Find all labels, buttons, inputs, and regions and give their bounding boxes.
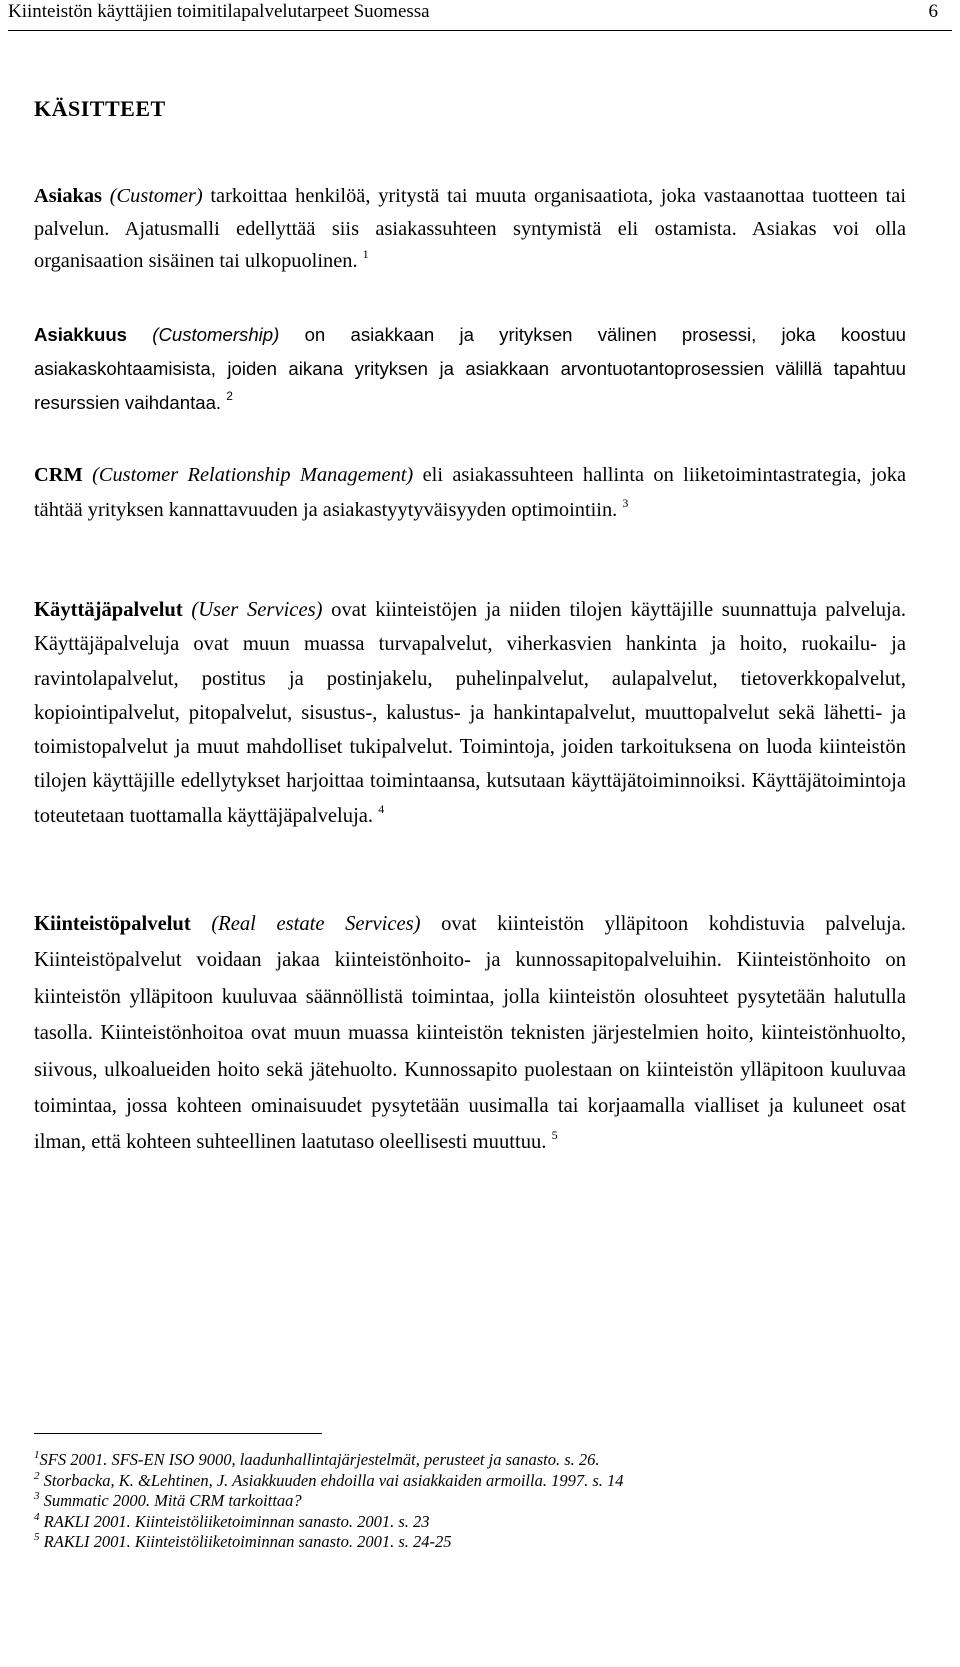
term-gloss: (Customership) [152, 324, 280, 345]
footnote-number: 5 [34, 1531, 40, 1544]
footnote [34, 1450, 914, 1471]
term-gloss: (User Services) [191, 599, 323, 621]
running-header [8, 0, 952, 31]
footnote-text: SFS 2001. SFS-EN ISO 9000, laadunhallintajärjestelmät, perusteet ja sanasto. s. 26. [39, 1450, 600, 1469]
definition-asiakkuus [34, 318, 906, 420]
footnote [34, 1512, 914, 1533]
footnote-ref: 2 [226, 389, 233, 403]
footnote-number: 2 [34, 1469, 40, 1482]
definition-text: ovat kiinteistön ylläpitoon kohdistuvia palveluja. Kiinteistöpalvelut voidaan jakaa kiinteistönhoito- ja kunnossapitopalveluihin. Kiinteistönhoito on kiinteistön ylläpitoon kuuluvaa säännöllistä toimintaa, jolla kiinteistön olosuhteet pysytetään halutulla tasolla. Kiinteistönhoitoa ovat muun muassa kiinteistön teknisten järjestelmien hoito, kiinteistönhuolto, siivous, ulkoalueiden hoito sekä jätehuolto. Kunnossapito puolestaan on kiinteistön ylläpitoon kuuluvaa toimintaa, jossa kohteen ominaisuudet pysytetään uusimalla tai korjaamalla vialliset ja kuluneet osat ilman, että kohteen suhteellinen laatutaso oleellisesti muuttuu. [34, 913, 906, 1154]
definition-text: ovat kiinteistöjen ja niiden tilojen käyttäjille suunnattuja palveluja. Käyttäjäpalveluja ovat muun muassa turvapalvelut, viherkasvien hankinta ja hoito, ruokailu- ja ravintolapalvelut, postitus ja postinjakelu, puhelinpalvelut, aulapalvelut, tietoverkkopalvelut, kopiointipalvelut, pitopalvelut, sisustus-, kalustus- ja hankintapalvelut, muuttopalvelut sekä lähetti- ja toimistopalvelut ja muut mahdolliset tukipalvelut. Toimintoja, joiden tarkoituksena on luoda kiinteistön tilojen käyttäjille edellytykset harjoittaa toimintaansa, kutsutaan käyttäjätoiminnoiksi. Käyttäjätoimintoja toteutetaan tuottamalla käyttäjäpalveluja. [34, 599, 907, 827]
term: Asiakkuus [34, 324, 128, 345]
term: Kiinteistöpalvelut [34, 913, 191, 935]
definition-crm [34, 458, 906, 527]
footnote-number: 4 [34, 1510, 40, 1523]
footnote-number: 1 [34, 1449, 40, 1461]
footnote-ref: 4 [378, 801, 385, 816]
footnote [34, 1471, 914, 1492]
section-heading: KÄSITTEET [34, 96, 166, 121]
definition-asiakas [34, 180, 906, 278]
header-title: Kiinteistön käyttäjien toimitilapalvelutarpeet Suomessa [8, 1, 430, 22]
definition-text: on asiakkaan ja yrityksen välinen prosessi, joka koostuu asiakaskohtaamisista, joiden aikana yrityksen ja asiakkaan arvontuotantoprosessien välillä tapahtuu resurssien vaihdantaa. [34, 324, 906, 413]
footnote-ref: 3 [622, 495, 629, 510]
footnote-text: Storbacka, K. &Lehtinen, J. Asiakkuuden ehdoilla vai asiakkaiden armoilla. 1997. s. 14 [39, 1470, 624, 1490]
footnote-ref: 1 [362, 247, 369, 261]
footnote-number: 3 [34, 1490, 40, 1503]
footnote-text: RAKLI 2001. Kiinteistöliiketoiminnan sanasto. 2001. s. 23 [39, 1511, 430, 1531]
footnote-text: Summatic 2000. Mitä CRM tarkoittaa? [39, 1491, 302, 1511]
term-gloss: (Real estate Services) [211, 913, 421, 935]
page-number: 6 [928, 1, 938, 22]
term-gloss: (Customer) [109, 185, 203, 207]
footnote [34, 1491, 914, 1512]
footnote-text: RAKLI 2001. Kiinteistöliiketoiminnan sanasto. 2001. s. 24-25 [39, 1532, 452, 1552]
term: Asiakas [34, 185, 102, 207]
definition-kayttajapalvelut [34, 593, 906, 833]
term: CRM [34, 464, 83, 486]
footnote [34, 1532, 914, 1553]
definition-kiinteistopalvelut [34, 906, 906, 1161]
definition-text: tarkoittaa henkilöä, yritystä tai muuta organisaatiota, joka vastaanottaa tuotteen tai palvelun. Ajatusmalli edellyttää siis asiakassuhteen syntymistä eli ostamista. Asiakas voi olla organisaation sisäinen tai ulkopuolinen. [34, 185, 906, 272]
footnote-divider [34, 1433, 322, 1434]
term: Käyttäjäpalvelut [34, 599, 183, 621]
footnotes [34, 1450, 914, 1553]
term-gloss: (Customer Relationship Management) [92, 464, 414, 486]
footnote-ref: 5 [551, 1128, 558, 1143]
definition-text: eli asiakassuhteen hallinta on liiketoimintastrategia, joka tähtää yrityksen kannattavuuden ja asiakastyytyväisyyden optimointiin. [34, 464, 906, 521]
